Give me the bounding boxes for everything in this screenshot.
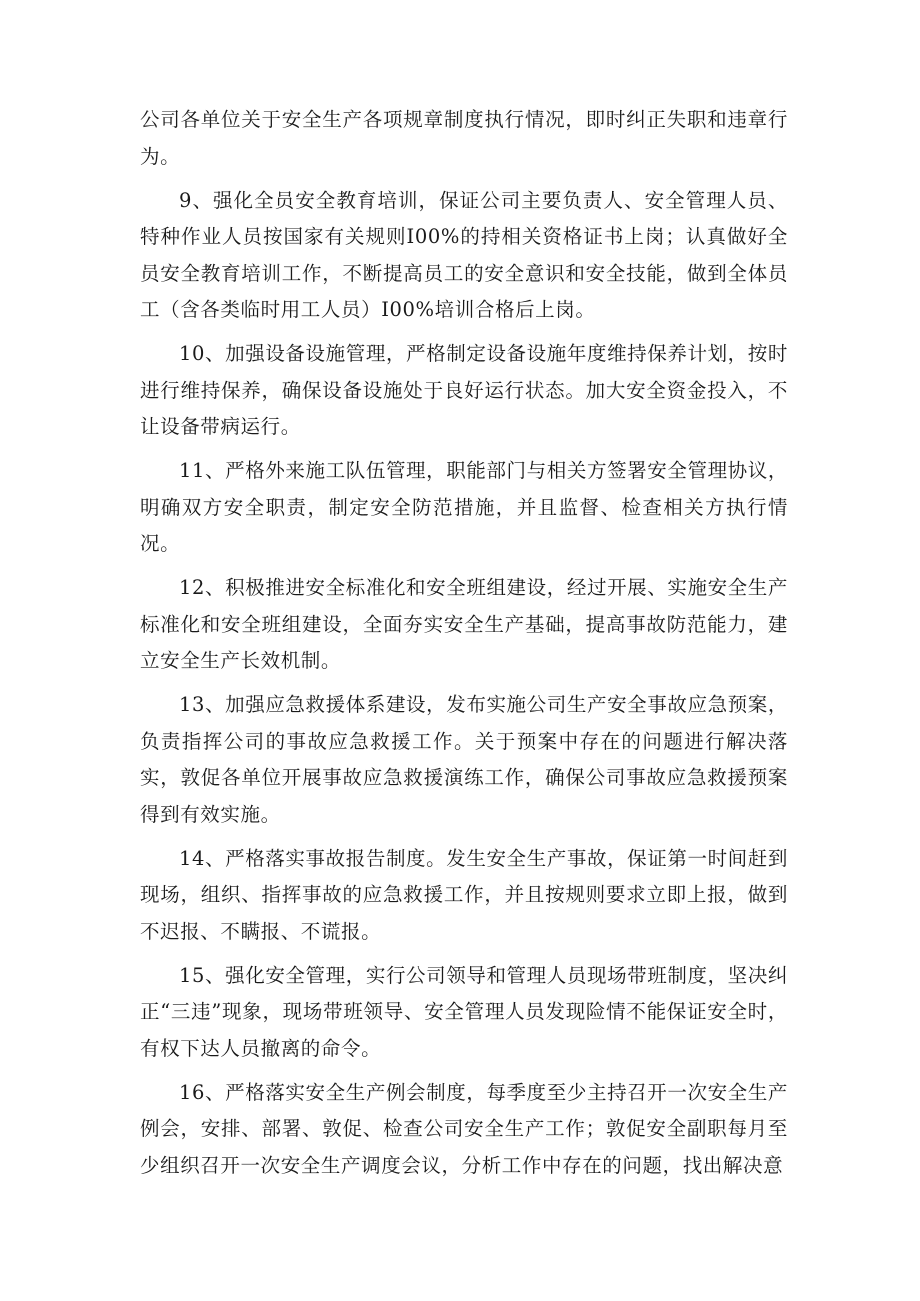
document-page <box>140 102 788 1184</box>
paragraph-item-14: 14、严格落实事故报告制度。发生安全生产事故，保证第一时间赶到现场，组织、指挥事故的应急救援工作，并且按规则要求立即上报，做到不迟报、不瞒报、不谎报。 <box>140 846 788 943</box>
paragraph-item-11: 11、严格外来施工队伍管理，职能部门与相关方签署安全管理协议，明确双方安全职责，制定安全防范措施，并且监督、检查相关方执行情况。 <box>140 459 788 555</box>
paragraph-item-13: 13、加强应急救援体系建设，发布实施公司生产安全事故应急预案，负责指挥公司的事故应急救援工作。关于预案中存在的问题进行解决落实，敦促各单位开展事故应急救援演练工作，确保公司事故应急救援预案得到有效实施。 <box>140 693 788 826</box>
paragraph-item-12: 12、积极推进安全标准化和安全班组建设，经过开展、实施安全生产标准化和安全班组建设，全面夯实安全生产基础，提高事故防范能力，建立安全生产长效机制。 <box>140 576 788 672</box>
paragraph-continuation: 公司各单位关于安全生产各项规章制度执行情况，即时纠正失职和违章行为。 <box>140 108 788 168</box>
paragraph-item-15: 15、强化安全管理，实行公司领导和管理人员现场带班制度，坚决纠正“三违”现象，现场带班领导、安全管理人员发现险情不能保证安全时，有权下达人员撤离的命令。 <box>140 963 788 1060</box>
paragraph-item-9: 9、强化全员安全教育培训，保证公司主要负责人、安全管理人员、特种作业人员按国家有关规则I00%的持相关资格证书上岗；认真做好全员安全教育培训工作，不断提高员工的安全意识和安全技能，做到全体员工（含各类临时用工人员）I00%培训合格后上岗。 <box>140 188 788 321</box>
paragraph-item-16: 16、严格落实安全生产例会制度，每季度至少主持召开一次安全生产例会，安排、部署、敦促、检查公司安全生产工作；敦促安全副职每月至少组织召开一次安全生产调度会议，分析工作中存在的问题，找出解决意 <box>140 1080 788 1177</box>
paragraph-item-10: 10、加强设备设施管理，严格制定设备设施年度维持保养计划，按时进行维持保养，确保设备设施处于良好运行状态。加大安全资金投入，不让设备带病运行。 <box>140 342 788 438</box>
